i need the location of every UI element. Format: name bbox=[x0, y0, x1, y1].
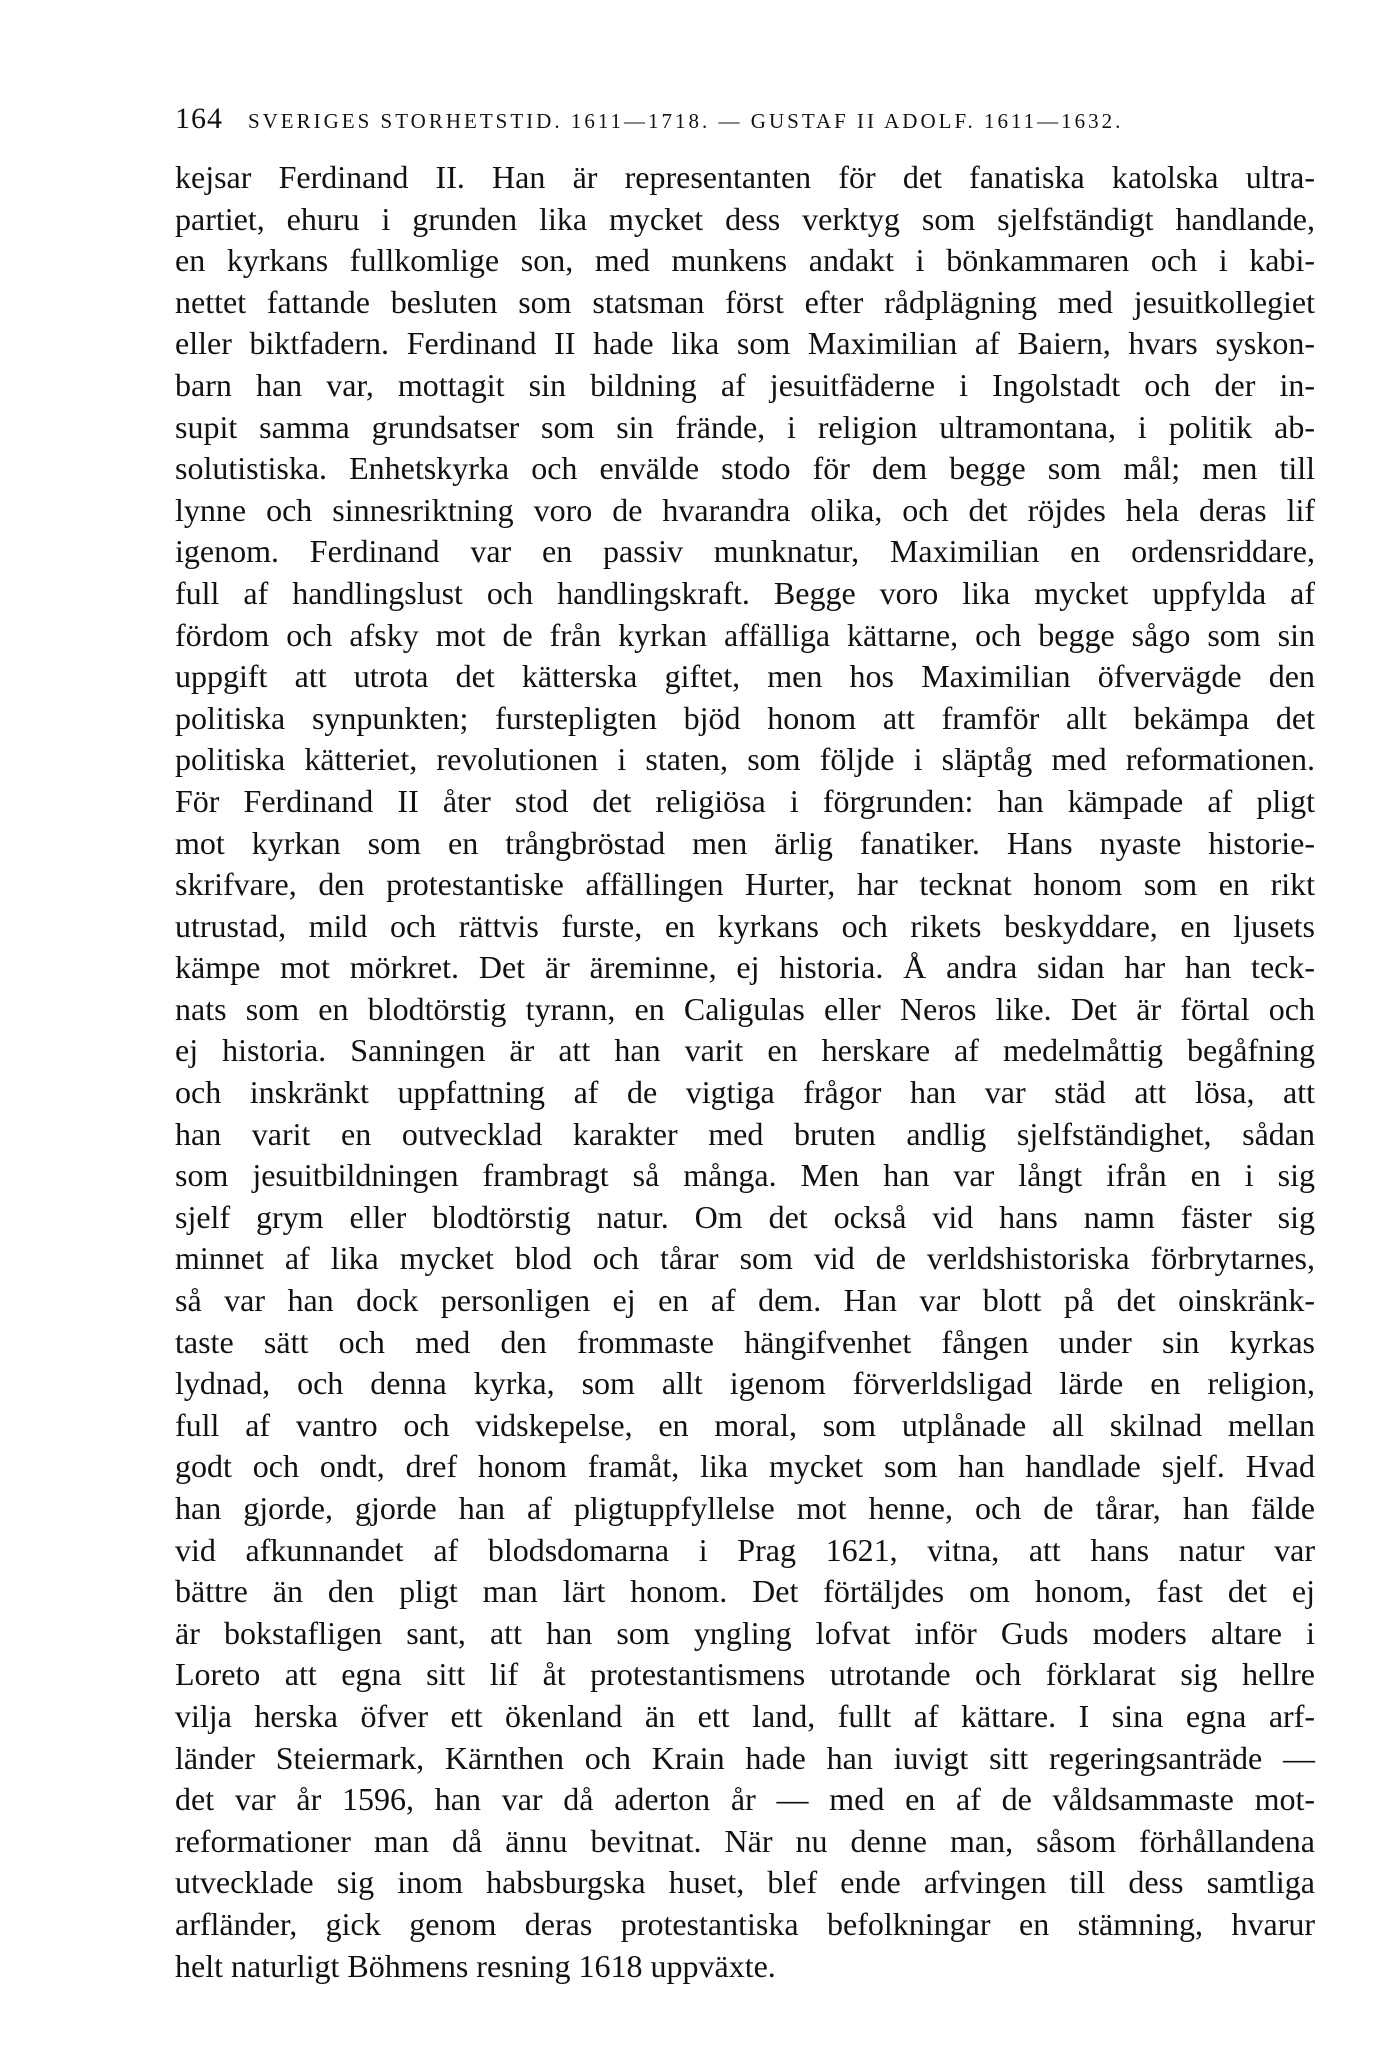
text-line: han varit en outvecklad karakter med bruten andlig sjelfständighet, sådan bbox=[175, 1115, 1315, 1152]
text-line: utvecklade sig inom habsburgska huset, blef ende arfvingen till dess samtliga bbox=[175, 1864, 1315, 1901]
page-number: 164 bbox=[175, 102, 223, 135]
text-line: så var han dock personligen ej en af dem. Han var blott på det oinskränk- bbox=[175, 1282, 1315, 1319]
text-line: nats som en blodtörstig tyrann, en Caligulas eller Neros like. Det är förtal och bbox=[175, 990, 1315, 1027]
text-line: det var år 1596, han var då aderton år — med en af de våldsammaste mot- bbox=[175, 1781, 1315, 1818]
text-line: full af vantro och vidskepelse, en moral, som utplånade all skilnad mellan bbox=[175, 1406, 1315, 1443]
text-line: godt och ondt, dref honom framåt, lika mycket som han handlade sjelf. Hvad bbox=[175, 1448, 1315, 1485]
text-line: länder Steiermark, Kärnthen och Krain hade han iuvigt sitt regeringsanträde — bbox=[175, 1739, 1315, 1776]
text-line: Loreto att egna sitt lif åt protestantismens utrotande och förklarat sig hellre bbox=[175, 1656, 1315, 1693]
text-line: För Ferdinand II åter stod det religiösa i förgrunden: han kämpade af pligt bbox=[175, 782, 1315, 819]
text-line: lydnad, och denna kyrka, som allt igenom förverldsligad lärde en religion, bbox=[175, 1365, 1315, 1402]
text-line: är bokstafligen sant, att han som yngling lofvat inför Guds moders altare i bbox=[175, 1614, 1315, 1651]
text-line: eller biktfadern. Ferdinand II hade lika som Maximilian af Baiern, hvars syskon- bbox=[175, 325, 1315, 362]
text-line: vid afkunnandet af blodsdomarna i Prag 1621, vitna, att hans natur var bbox=[175, 1531, 1315, 1568]
text-line: politiska synpunkten; furstepligten bjöd honom att framför allt bekämpa det bbox=[175, 699, 1315, 736]
text-line: igenom. Ferdinand var en passiv munknatur, Maximilian en ordensriddare, bbox=[175, 533, 1315, 570]
text-line: ej historia. Sanningen är att han varit en herskare af medelmåttig begåfning bbox=[175, 1032, 1315, 1069]
text-line: fördom och afsky mot de från kyrkan affälliga kättarne, och begge sågo som sin bbox=[175, 616, 1315, 653]
text-line: full af handlingslust och handlingskraft. Begge voro lika mycket uppfylda af bbox=[175, 574, 1315, 611]
text-line: partiet, ehuru i grunden lika mycket dess verktyg som sjelfständigt handlande, bbox=[175, 200, 1315, 237]
text-line: kejsar Ferdinand II. Han är representanten för det fanatiska katolska ultra- bbox=[175, 159, 1315, 195]
text-line: sjelf grym eller blodtörstig natur. Om det också vid hans namn fäster sig bbox=[175, 1198, 1315, 1235]
text-line: reformationer man då ännu bevitnat. När nu denne man, såsom förhållandena bbox=[175, 1822, 1315, 1859]
text-line: mot kyrkan som en trångbröstad men ärlig fanatiker. Hans nyaste historie- bbox=[175, 824, 1315, 861]
text-line: en kyrkans fullkomlige son, med munkens andakt i bönkammaren och i kabi- bbox=[175, 242, 1315, 279]
text-line: helt naturligt Böhmens resning 1618 uppväxte. bbox=[175, 1947, 776, 1984]
text-line: taste sätt och med den frommaste hängifvenhet fången under sin kyrkas bbox=[175, 1323, 1315, 1360]
text-line: solutistiska. Enhetskyrka och envälde stodo för dem begge som mål; men till bbox=[175, 450, 1315, 487]
text-line: minnet af lika mycket blod och tårar som vid de verldshistoriska förbrytarnes, bbox=[175, 1240, 1315, 1277]
text-line: han gjorde, gjorde han af pligtuppfyllelse mot henne, och de tårar, han fälde bbox=[175, 1490, 1315, 1526]
text-line: lynne och sinnesriktning voro de hvarandra olika, och det röjdes hela deras lif bbox=[175, 491, 1315, 528]
text-line: nettet fattande besluten som statsman först efter rådplägning med jesuitkollegiet bbox=[175, 283, 1315, 320]
running-head bbox=[175, 102, 1315, 142]
text-line: politiska kätteriet, revolutionen i staten, som följde i släptåg med reformationen. bbox=[175, 741, 1315, 778]
text-line: utrustad, mild och rättvis furste, en kyrkans och rikets beskyddare, en ljusets bbox=[175, 907, 1315, 944]
running-head-title: SVERIGES STORHETSTID. 1611—1718. — GUSTAF II ADOLF. 1611—1632. bbox=[247, 109, 1124, 133]
text-line: supit samma grundsatser som sin frände, i religion ultramontana, i politik ab- bbox=[175, 408, 1315, 445]
text-line: skrifvare, den protestantiske affällingen Hurter, har tecknat honom som en rikt bbox=[175, 866, 1315, 903]
text-line: uppgift att utrota det kätterska giftet, men hos Maximilian öfvervägde den bbox=[175, 658, 1315, 695]
body-text bbox=[175, 157, 1315, 1987]
text-line: arfländer, gick genom deras protestantiska befolkningar en stämning, hvarur bbox=[175, 1905, 1315, 1942]
text-line: som jesuitbildningen frambragt så många. Men han var långt ifrån en i sig bbox=[175, 1157, 1315, 1194]
text-line: och inskränkt uppfattning af de vigtiga frågor han var städ att lösa, att bbox=[175, 1074, 1315, 1111]
text-line: vilja herska öfver ett ökenland än ett land, fullt af kättare. I sina egna arf- bbox=[175, 1697, 1315, 1734]
text-line: bättre än den pligt man lärt honom. Det förtäljdes om honom, fast det ej bbox=[175, 1573, 1315, 1610]
text-line: barn han var, mottagit sin bildning af jesuitfäderne i Ingolstadt och der in- bbox=[175, 366, 1315, 403]
text-line: kämpe mot mörkret. Det är äreminne, ej historia. Å andra sidan har han teck- bbox=[175, 949, 1315, 986]
